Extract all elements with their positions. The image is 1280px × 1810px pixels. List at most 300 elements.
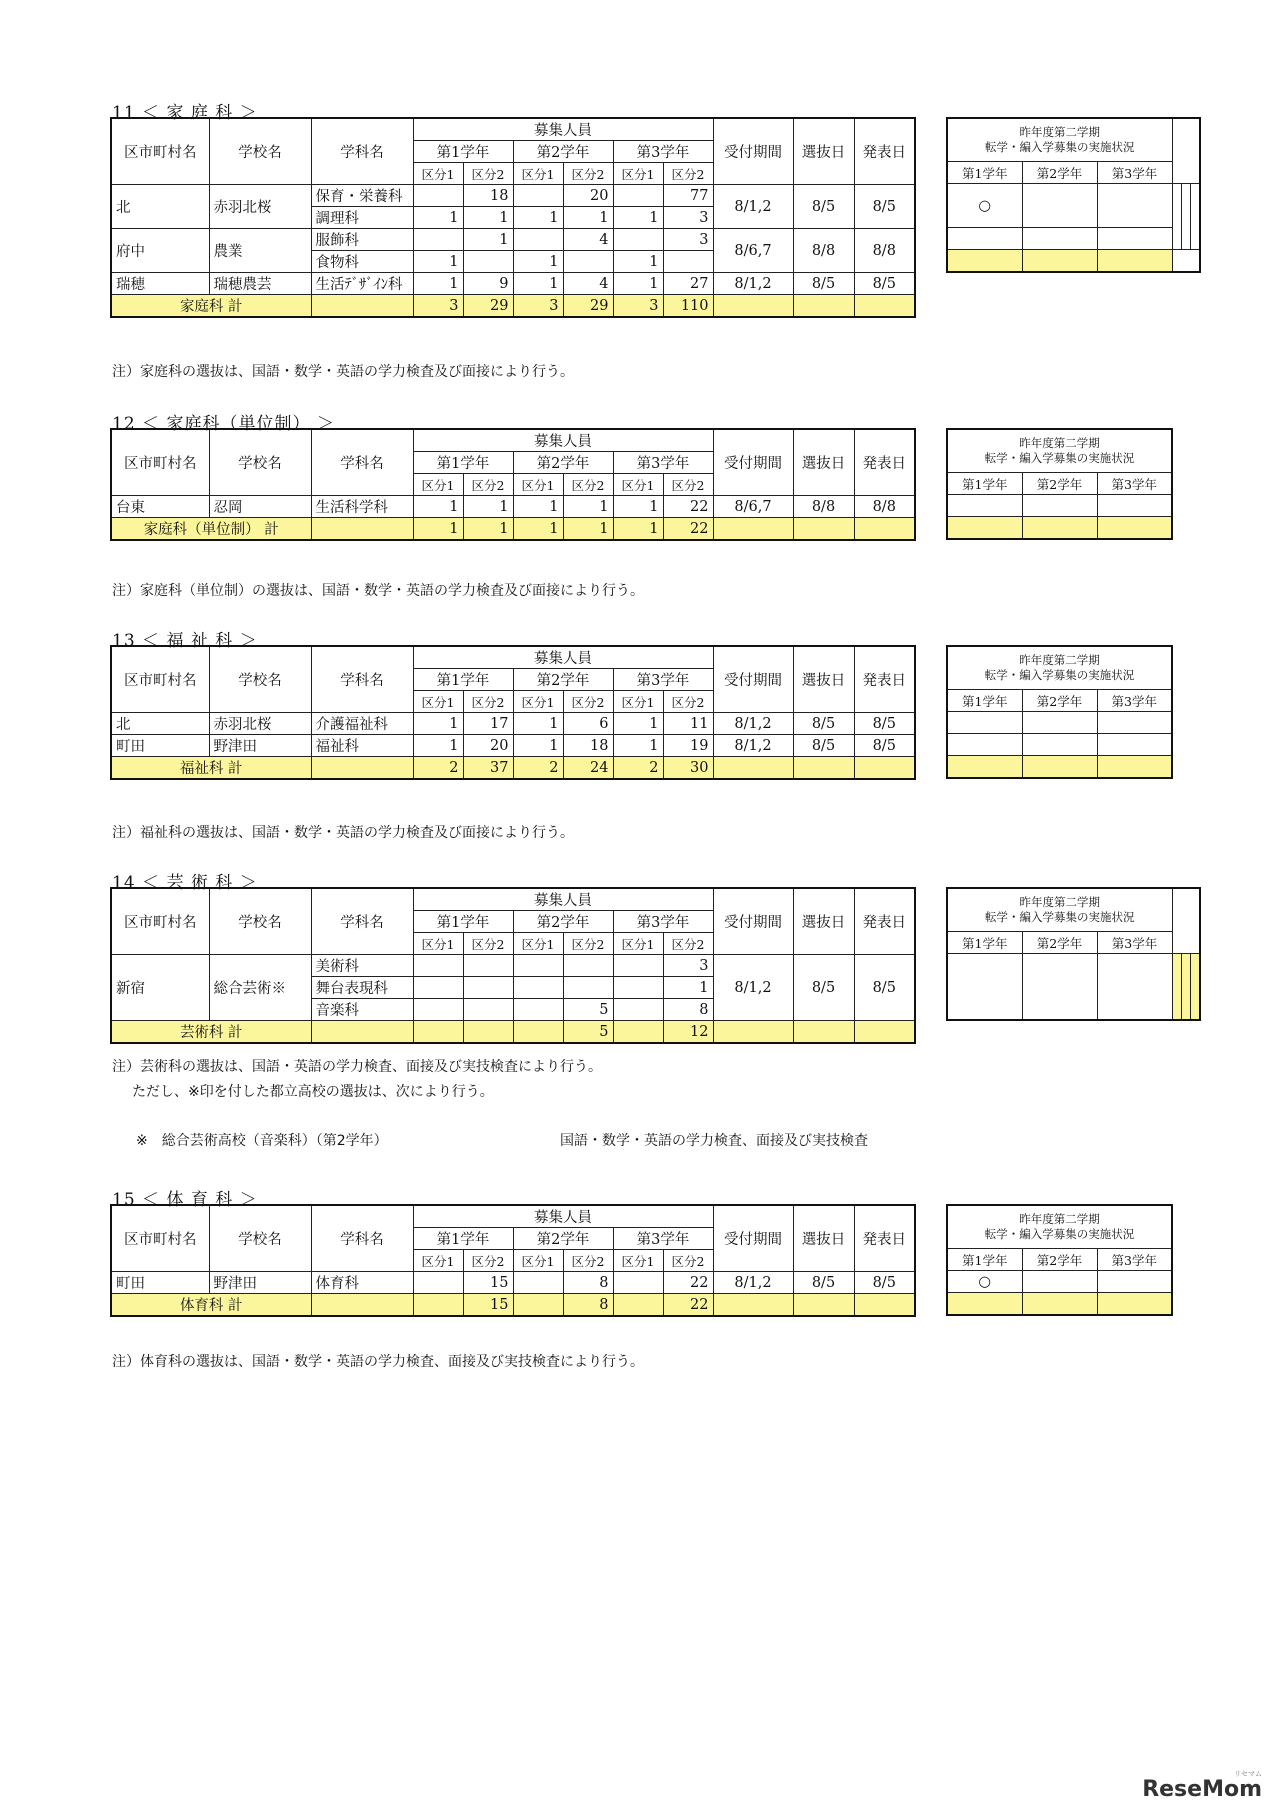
period-cell: 8/1,2 <box>713 273 793 295</box>
count-cell <box>613 229 663 251</box>
status-cell <box>1022 734 1097 756</box>
side-total-cell <box>1190 954 1200 1021</box>
status-cell <box>947 495 1022 517</box>
announce-day-cell: 8/5 <box>854 185 915 229</box>
section-note: 注）家庭科（単位制）の選抜は、国語・数学・英語の学力検査及び面接により行う。 <box>112 583 644 599</box>
section-note-3b: 国語・数学・英語の学力検査、面接及び実技検査 <box>560 1133 868 1149</box>
count-cell: 1 <box>413 207 463 229</box>
total-count-cell: 1 <box>463 518 513 541</box>
district-cell: 台東 <box>111 496 209 518</box>
total-dept <box>311 757 413 780</box>
header-kubun2: 区分2 <box>563 691 613 713</box>
side-total-cell <box>1097 1293 1172 1316</box>
header-kubun2: 区分2 <box>463 474 513 496</box>
count-cell: 1 <box>613 735 663 757</box>
total-dept <box>311 518 413 541</box>
count-cell <box>613 977 663 999</box>
total-count-cell: 3 <box>613 295 663 318</box>
header-period: 受付期間 <box>713 1205 793 1272</box>
header-period: 受付期間 <box>713 429 793 496</box>
status-cell <box>1097 1271 1172 1293</box>
total-dept <box>311 1021 413 1044</box>
total-select <box>793 757 854 780</box>
total-count-cell: 2 <box>413 757 463 780</box>
header-recruit: 募集人員 <box>413 1205 713 1228</box>
side-grade3: 第3学年 <box>1097 1249 1172 1271</box>
count-cell: 1 <box>413 251 463 273</box>
total-count-cell: 5 <box>563 1021 613 1044</box>
count-cell: 4 <box>563 273 613 295</box>
header-grade2: 第2学年 <box>513 141 613 163</box>
last-year-status-table <box>946 117 1201 273</box>
total-count-cell: 2 <box>613 757 663 780</box>
count-cell: 18 <box>463 185 513 207</box>
header-grade2: 第2学年 <box>513 1228 613 1250</box>
recruitment-table <box>110 887 916 1044</box>
count-cell: 22 <box>663 496 713 518</box>
header-announce-day: 発表日 <box>854 646 915 713</box>
header-grade1: 第1学年 <box>413 452 513 474</box>
period-cell: 8/6,7 <box>713 229 793 273</box>
district-cell: 府中 <box>111 229 209 273</box>
header-district: 区市町村名 <box>111 888 209 955</box>
period-cell: 8/1,2 <box>713 1272 793 1294</box>
header-school: 学校名 <box>209 1205 311 1272</box>
header-period: 受付期間 <box>713 646 793 713</box>
district-cell: 瑞穂 <box>111 273 209 295</box>
school-cell: 農業 <box>209 229 311 273</box>
total-count-cell: 1 <box>613 518 663 541</box>
count-cell: 6 <box>563 713 613 735</box>
count-cell <box>513 229 563 251</box>
recruitment-table <box>110 1204 916 1317</box>
count-cell <box>513 999 563 1021</box>
total-period <box>713 1021 793 1044</box>
header-grade3: 第3学年 <box>613 669 713 691</box>
side-total-cell <box>1022 756 1097 779</box>
announce-day-cell: 8/5 <box>854 955 915 1021</box>
header-kubun2: 区分2 <box>463 933 513 955</box>
count-cell: 1 <box>663 977 713 999</box>
header-school: 学校名 <box>209 888 311 955</box>
side-grade1: 第1学年 <box>947 162 1022 184</box>
count-cell: 8 <box>663 999 713 1021</box>
side-total-cell <box>1097 250 1172 273</box>
total-count-cell: 29 <box>563 295 613 318</box>
total-row <box>111 757 915 780</box>
side-total-cell <box>1097 756 1172 779</box>
status-cell <box>1190 184 1200 250</box>
section-title: 11 ＜ 家 庭 科 ＞ <box>112 103 258 123</box>
count-cell <box>513 977 563 999</box>
side-grade3: 第3学年 <box>1097 162 1172 184</box>
count-cell: 8 <box>563 1272 613 1294</box>
total-label: 福祉科 計 <box>111 757 311 780</box>
count-cell: 1 <box>513 713 563 735</box>
count-cell: 1 <box>513 207 563 229</box>
header-kubun2: 区分2 <box>563 1250 613 1272</box>
count-cell <box>463 977 513 999</box>
side-grade3: 第3学年 <box>1097 690 1172 712</box>
header-kubun1: 区分1 <box>413 1250 463 1272</box>
header-kubun1: 区分1 <box>413 474 463 496</box>
header-kubun1: 区分1 <box>413 933 463 955</box>
header-kubun2: 区分2 <box>663 163 713 185</box>
select-day-cell: 8/5 <box>793 735 854 757</box>
count-cell: 22 <box>663 1272 713 1294</box>
section-note: 注）家庭科の選抜は、国語・数学・英語の学力検査及び面接により行う。 <box>112 364 574 380</box>
last-year-status-table <box>946 645 1173 779</box>
header-kubun1: 区分1 <box>613 691 663 713</box>
side-grade1: 第1学年 <box>947 1249 1022 1271</box>
header-announce-day: 発表日 <box>854 888 915 955</box>
side-total-row <box>947 517 1172 540</box>
status-cell <box>947 954 1022 1021</box>
count-cell <box>663 251 713 273</box>
count-cell: 1 <box>513 273 563 295</box>
count-cell: 9 <box>463 273 513 295</box>
count-cell: 20 <box>563 185 613 207</box>
header-announce-day: 発表日 <box>854 118 915 185</box>
school-cell: 赤羽北桜 <box>209 185 311 229</box>
dept-cell: 舞台表現科 <box>311 977 413 999</box>
header-school: 学校名 <box>209 118 311 185</box>
side-grade1: 第1学年 <box>947 473 1022 495</box>
total-row <box>111 1021 915 1044</box>
side-total-cell <box>947 517 1022 540</box>
count-cell: 15 <box>463 1272 513 1294</box>
header-kubun2: 区分2 <box>663 1250 713 1272</box>
side-grade3: 第3学年 <box>1097 932 1172 954</box>
total-count-cell: 30 <box>663 757 713 780</box>
district-cell: 北 <box>111 185 209 229</box>
last-year-header: 昨年度第二学期 転学・編入学募集の実施状況 <box>947 646 1172 690</box>
side-total-row <box>947 1293 1172 1316</box>
side-total-cell <box>947 1293 1022 1316</box>
table-row <box>111 273 915 295</box>
total-label: 体育科 計 <box>111 1294 311 1317</box>
dept-cell: 美術科 <box>311 955 413 977</box>
side-row <box>947 734 1172 756</box>
header-select-day: 選抜日 <box>793 646 854 713</box>
total-count-cell <box>413 1294 463 1317</box>
total-select <box>793 1294 854 1317</box>
status-cell <box>1097 954 1172 1021</box>
count-cell: 27 <box>663 273 713 295</box>
table-row <box>111 185 915 207</box>
side-row <box>947 1271 1172 1293</box>
header-kubun1: 区分1 <box>513 933 563 955</box>
status-cell <box>1097 495 1172 517</box>
header-district: 区市町村名 <box>111 1205 209 1272</box>
status-cell <box>1172 184 1181 250</box>
side-grade2: 第2学年 <box>1022 1249 1097 1271</box>
table-row <box>111 713 915 735</box>
count-cell <box>513 1272 563 1294</box>
announce-day-cell: 8/8 <box>854 496 915 518</box>
period-cell: 8/1,2 <box>713 955 793 1021</box>
count-cell <box>563 977 613 999</box>
side-row <box>947 712 1172 734</box>
total-period <box>713 757 793 780</box>
dept-cell: 介護福祉科 <box>311 713 413 735</box>
header-district: 区市町村名 <box>111 118 209 185</box>
total-period <box>713 518 793 541</box>
status-cell <box>1097 734 1172 756</box>
status-cell <box>947 712 1022 734</box>
header-dept: 学科名 <box>311 646 413 713</box>
total-count-cell: 1 <box>413 518 463 541</box>
status-cell: ○ <box>947 184 1022 228</box>
header-grade3: 第3学年 <box>613 911 713 933</box>
select-day-cell: 8/5 <box>793 273 854 295</box>
total-count-cell: 24 <box>563 757 613 780</box>
announce-day-cell: 8/8 <box>854 229 915 273</box>
total-count-cell: 29 <box>463 295 513 318</box>
period-cell: 8/1,2 <box>713 185 793 229</box>
header-kubun1: 区分1 <box>513 1250 563 1272</box>
header-recruit: 募集人員 <box>413 118 713 141</box>
status-cell <box>1022 228 1097 250</box>
total-count-cell: 3 <box>413 295 463 318</box>
count-cell <box>413 999 463 1021</box>
status-cell: ○ <box>947 1271 1022 1293</box>
count-cell: 1 <box>463 229 513 251</box>
header-grade2: 第2学年 <box>513 911 613 933</box>
recruitment-table <box>110 117 916 318</box>
table-row <box>111 1272 915 1294</box>
header-grade3: 第3学年 <box>613 141 713 163</box>
side-total-cell <box>1172 954 1181 1021</box>
select-day-cell: 8/5 <box>793 713 854 735</box>
total-label: 家庭科（単位制） 計 <box>111 518 311 541</box>
section-note-3a: ※ 総合芸術高校（音楽科）（第2学年） <box>136 1133 388 1149</box>
count-cell <box>413 229 463 251</box>
header-kubun2: 区分2 <box>463 1250 513 1272</box>
status-cell <box>947 734 1022 756</box>
count-cell: 20 <box>463 735 513 757</box>
total-select <box>793 295 854 318</box>
table-row <box>111 955 915 977</box>
select-day-cell: 8/5 <box>793 1272 854 1294</box>
side-grade2: 第2学年 <box>1022 932 1097 954</box>
select-day-cell: 8/8 <box>793 229 854 273</box>
period-cell: 8/1,2 <box>713 735 793 757</box>
count-cell: 1 <box>413 496 463 518</box>
header-district: 区市町村名 <box>111 646 209 713</box>
school-cell: 野津田 <box>209 1272 311 1294</box>
count-cell: 1 <box>513 251 563 273</box>
header-select-day: 選抜日 <box>793 429 854 496</box>
header-kubun1: 区分1 <box>513 474 563 496</box>
total-count-cell <box>513 1294 563 1317</box>
count-cell: 1 <box>513 496 563 518</box>
total-period <box>713 295 793 318</box>
count-cell: 5 <box>563 999 613 1021</box>
count-cell: 4 <box>563 229 613 251</box>
school-cell: 野津田 <box>209 735 311 757</box>
school-cell: 忍岡 <box>209 496 311 518</box>
count-cell <box>613 955 663 977</box>
status-cell <box>1097 228 1172 250</box>
table-row <box>111 496 915 518</box>
side-grade2: 第2学年 <box>1022 690 1097 712</box>
total-label: 芸術科 計 <box>111 1021 311 1044</box>
count-cell: 1 <box>413 713 463 735</box>
section-note-2: ただし、※印を付した都立高校の選抜は、次により行う。 <box>132 1084 494 1100</box>
total-count-cell: 3 <box>513 295 563 318</box>
total-count-cell: 22 <box>663 1294 713 1317</box>
dept-cell: 調理科 <box>311 207 413 229</box>
dept-cell: 生活科学科 <box>311 496 413 518</box>
count-cell: 1 <box>613 251 663 273</box>
count-cell <box>513 185 563 207</box>
total-count-cell: 1 <box>513 518 563 541</box>
count-cell: 1 <box>613 713 663 735</box>
header-period: 受付期間 <box>713 888 793 955</box>
count-cell <box>613 1272 663 1294</box>
announce-day-cell: 8/5 <box>854 713 915 735</box>
header-grade1: 第1学年 <box>413 141 513 163</box>
count-cell: 1 <box>563 496 613 518</box>
side-total-row <box>947 756 1172 779</box>
count-cell: 11 <box>663 713 713 735</box>
count-cell <box>613 999 663 1021</box>
last-year-header: 昨年度第二学期 転学・編入学募集の実施状況 <box>947 429 1172 473</box>
header-school: 学校名 <box>209 646 311 713</box>
count-cell: 17 <box>463 713 513 735</box>
total-count-cell: 2 <box>513 757 563 780</box>
last-year-header: 昨年度第二学期 転学・編入学募集の実施状況 <box>947 1205 1172 1249</box>
header-grade1: 第1学年 <box>413 911 513 933</box>
header-grade3: 第3学年 <box>613 1228 713 1250</box>
total-announce <box>854 1021 915 1044</box>
count-cell: 1 <box>613 207 663 229</box>
count-cell <box>563 251 613 273</box>
count-cell <box>463 999 513 1021</box>
header-kubun2: 区分2 <box>463 691 513 713</box>
count-cell: 77 <box>663 185 713 207</box>
period-cell: 8/6,7 <box>713 496 793 518</box>
period-cell: 8/1,2 <box>713 713 793 735</box>
total-dept <box>311 1294 413 1317</box>
header-kubun1: 区分1 <box>413 691 463 713</box>
last-year-header: 昨年度第二学期 転学・編入学募集の実施状況 <box>947 888 1172 932</box>
section-note: 注）芸術科の選抜は、国語・英語の学力検査、面接及び実技検査により行う。 <box>112 1059 602 1075</box>
count-cell: 1 <box>563 207 613 229</box>
total-period <box>713 1294 793 1317</box>
header-kubun2: 区分2 <box>663 474 713 496</box>
total-label: 家庭科 計 <box>111 295 311 318</box>
count-cell: 1 <box>463 207 513 229</box>
dept-cell: 服飾科 <box>311 229 413 251</box>
count-cell <box>613 185 663 207</box>
side-grade2: 第2学年 <box>1022 473 1097 495</box>
count-cell: 3 <box>663 207 713 229</box>
section-note: 注）体育科の選抜は、国語・数学・英語の学力検査、面接及び実技検査により行う。 <box>112 1354 644 1370</box>
section-title: 14 ＜ 芸 術 科 ＞ <box>112 873 258 893</box>
section-title: 15 ＜ 体 育 科 ＞ <box>112 1190 258 1210</box>
count-cell <box>413 955 463 977</box>
last-year-status-table <box>946 887 1201 1021</box>
side-grade1: 第1学年 <box>947 690 1022 712</box>
total-count-cell <box>413 1021 463 1044</box>
status-cell <box>1022 495 1097 517</box>
header-kubun1: 区分1 <box>613 474 663 496</box>
header-school: 学校名 <box>209 429 311 496</box>
side-row <box>947 495 1172 517</box>
header-grade1: 第1学年 <box>413 669 513 691</box>
total-count-cell: 8 <box>563 1294 613 1317</box>
header-kubun2: 区分2 <box>563 933 613 955</box>
total-row <box>111 295 915 318</box>
total-announce <box>854 518 915 541</box>
side-total-row <box>947 250 1200 273</box>
count-cell: 1 <box>613 273 663 295</box>
count-cell <box>413 977 463 999</box>
side-row <box>947 228 1200 250</box>
district-cell: 町田 <box>111 1272 209 1294</box>
header-kubun1: 区分1 <box>513 691 563 713</box>
total-count-cell: 22 <box>663 518 713 541</box>
table-row <box>111 735 915 757</box>
announce-day-cell: 8/5 <box>854 735 915 757</box>
status-cell <box>1097 184 1172 228</box>
header-grade2: 第2学年 <box>513 669 613 691</box>
total-announce <box>854 295 915 318</box>
select-day-cell: 8/5 <box>793 185 854 229</box>
total-count-cell: 110 <box>663 295 713 318</box>
header-recruit: 募集人員 <box>413 888 713 911</box>
section-note: 注）福祉科の選抜は、国語・数学・英語の学力検査及び面接により行う。 <box>112 825 574 841</box>
total-select <box>793 518 854 541</box>
count-cell: 1 <box>463 496 513 518</box>
school-cell: 総合芸術※ <box>209 955 311 1021</box>
header-announce-day: 発表日 <box>854 429 915 496</box>
total-count-cell <box>463 1021 513 1044</box>
header-dept: 学科名 <box>311 429 413 496</box>
header-kubun1: 区分1 <box>513 163 563 185</box>
total-count-cell <box>613 1294 663 1317</box>
recruitment-table <box>110 645 916 780</box>
total-row <box>111 1294 915 1317</box>
status-cell <box>1022 712 1097 734</box>
count-cell: 1 <box>413 735 463 757</box>
header-dept: 学科名 <box>311 118 413 185</box>
count-cell: 3 <box>663 229 713 251</box>
header-kubun2: 区分2 <box>563 163 613 185</box>
count-cell: 1 <box>413 273 463 295</box>
district-cell: 町田 <box>111 735 209 757</box>
side-total-cell <box>947 250 1022 273</box>
total-row <box>111 518 915 541</box>
status-cell <box>1022 1271 1097 1293</box>
header-grade1: 第1学年 <box>413 1228 513 1250</box>
total-count-cell: 15 <box>463 1294 513 1317</box>
total-count-cell: 12 <box>663 1021 713 1044</box>
side-total-cell <box>947 756 1022 779</box>
header-grade3: 第3学年 <box>613 452 713 474</box>
header-kubun1: 区分1 <box>413 163 463 185</box>
dept-cell: 生活ﾃﾞｻﾞｲﾝ科 <box>311 273 413 295</box>
header-select-day: 選抜日 <box>793 1205 854 1272</box>
select-day-cell: 8/5 <box>793 955 854 1021</box>
side-total-cell <box>1022 517 1097 540</box>
side-grade1: 第1学年 <box>947 932 1022 954</box>
side-grade2: 第2学年 <box>1022 162 1097 184</box>
count-cell <box>513 955 563 977</box>
recruitment-table <box>110 428 916 541</box>
